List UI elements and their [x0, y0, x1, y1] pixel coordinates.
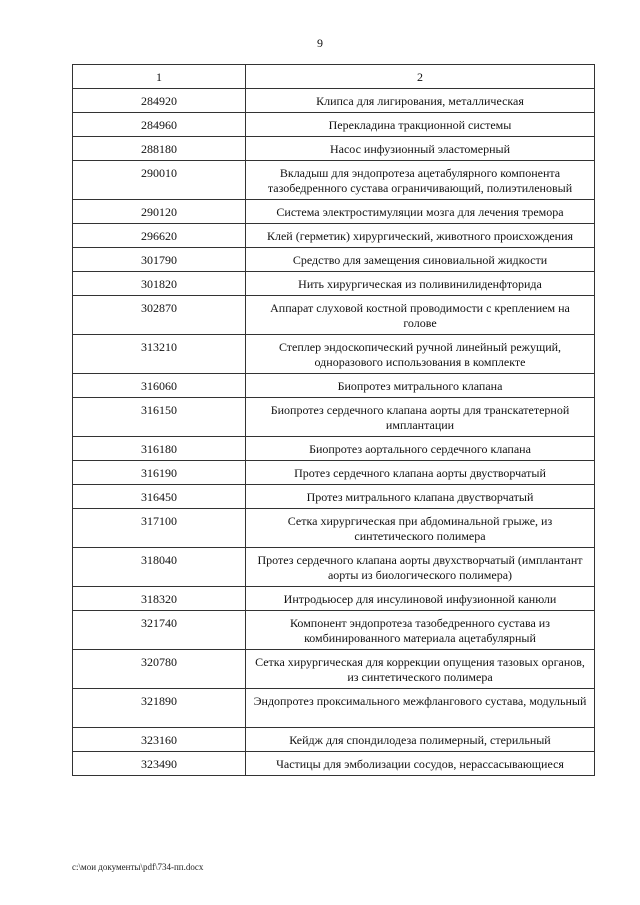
row-name: Средство для замещения синовиальной жидкости — [246, 248, 595, 272]
row-code: 316450 — [73, 485, 246, 509]
document-file-path: c:\мои документы\pdf\734-пп.docx — [72, 862, 204, 872]
row-code: 284920 — [73, 89, 246, 113]
row-name: Биопротез аортального сердечного клапана — [246, 437, 595, 461]
row-code: 316190 — [73, 461, 246, 485]
table-row — [73, 272, 595, 296]
row-code: 301820 — [73, 272, 246, 296]
row-name: Клей (герметик) хирургический, животного происхождения — [246, 224, 595, 248]
column-header-code: 1 — [73, 65, 246, 89]
row-name: Аппарат слуховой костной проводимости с креплением на голове — [246, 296, 595, 335]
table-row — [73, 485, 595, 509]
row-name: Насос инфузионный эластомерный — [246, 137, 595, 161]
row-name: Сетка хирургическая для коррекции опущения тазовых органов, из синтетического полимера — [246, 650, 595, 689]
row-name: Частицы для эмболизации сосудов, нерассасывающиеся — [246, 752, 595, 776]
row-name: Перекладина тракционной системы — [246, 113, 595, 137]
table-row — [73, 113, 595, 137]
row-code: 290010 — [73, 161, 246, 200]
row-code: 320780 — [73, 650, 246, 689]
row-code: 301790 — [73, 248, 246, 272]
table-row — [73, 728, 595, 752]
row-name: Кейдж для спондилодеза полимерный, стерильный — [246, 728, 595, 752]
column-header-name: 2 — [246, 65, 595, 89]
table-row — [73, 89, 595, 113]
row-name: Протез сердечного клапана аорты двустворчатый — [246, 461, 595, 485]
row-name: Система электростимуляции мозга для лечения тремора — [246, 200, 595, 224]
row-code: 318040 — [73, 548, 246, 587]
table-row — [73, 650, 595, 689]
row-name: Клипса для лигирования, металлическая — [246, 89, 595, 113]
row-code: 318320 — [73, 587, 246, 611]
table-row — [73, 611, 595, 650]
row-code: 317100 — [73, 509, 246, 548]
row-code: 323490 — [73, 752, 246, 776]
device-code-table — [72, 64, 595, 776]
row-code: 323160 — [73, 728, 246, 752]
table-row — [73, 296, 595, 335]
table-row — [73, 335, 595, 374]
row-name: Вкладыш для эндопротеза ацетабулярного компонента тазобедренного сустава ограничивающий, полиэтиленовый — [246, 161, 595, 200]
row-name: Протез сердечного клапана аорты двухстворчатый (имплантант аорты из биологического полимера) — [246, 548, 595, 587]
table-row — [73, 224, 595, 248]
table-row — [73, 248, 595, 272]
row-code: 284960 — [73, 113, 246, 137]
table-header-row — [73, 65, 595, 89]
table-row — [73, 509, 595, 548]
row-code: 296620 — [73, 224, 246, 248]
row-code: 313210 — [73, 335, 246, 374]
row-name: Биопротез митрального клапана — [246, 374, 595, 398]
row-code: 290120 — [73, 200, 246, 224]
row-name: Сетка хирургическая при абдоминальной грыже, из синтетического полимера — [246, 509, 595, 548]
page-number: 9 — [317, 36, 323, 50]
table-row — [73, 752, 595, 776]
row-name: Компонент эндопротеза тазобедренного сустава из комбинированного материала ацетабулярный — [246, 611, 595, 650]
table-row — [73, 398, 595, 437]
row-name: Биопротез сердечного клапана аорты для транскатетерной имплантации — [246, 398, 595, 437]
row-code: 316150 — [73, 398, 246, 437]
table-row — [73, 374, 595, 398]
row-name: Протез митрального клапана двустворчатый — [246, 485, 595, 509]
table-row — [73, 161, 595, 200]
table-row — [73, 587, 595, 611]
row-code: 288180 — [73, 137, 246, 161]
row-name: Эндопротез проксимального межфлангового сустава, модульный — [246, 689, 595, 728]
table-row — [73, 437, 595, 461]
table-row — [73, 200, 595, 224]
table-row — [73, 548, 595, 587]
row-code: 321890 — [73, 689, 246, 728]
row-name: Интродьюсер для инсулиновой инфузионной канюли — [246, 587, 595, 611]
table-row — [73, 689, 595, 728]
table-row — [73, 461, 595, 485]
table-row — [73, 137, 595, 161]
row-code: 321740 — [73, 611, 246, 650]
row-code: 316180 — [73, 437, 246, 461]
row-name: Степлер эндоскопический ручной линейный режущий, одноразового использования в комплекте — [246, 335, 595, 374]
row-code: 316060 — [73, 374, 246, 398]
row-code: 302870 — [73, 296, 246, 335]
row-name: Нить хирургическая из поливинилиденфторида — [246, 272, 595, 296]
